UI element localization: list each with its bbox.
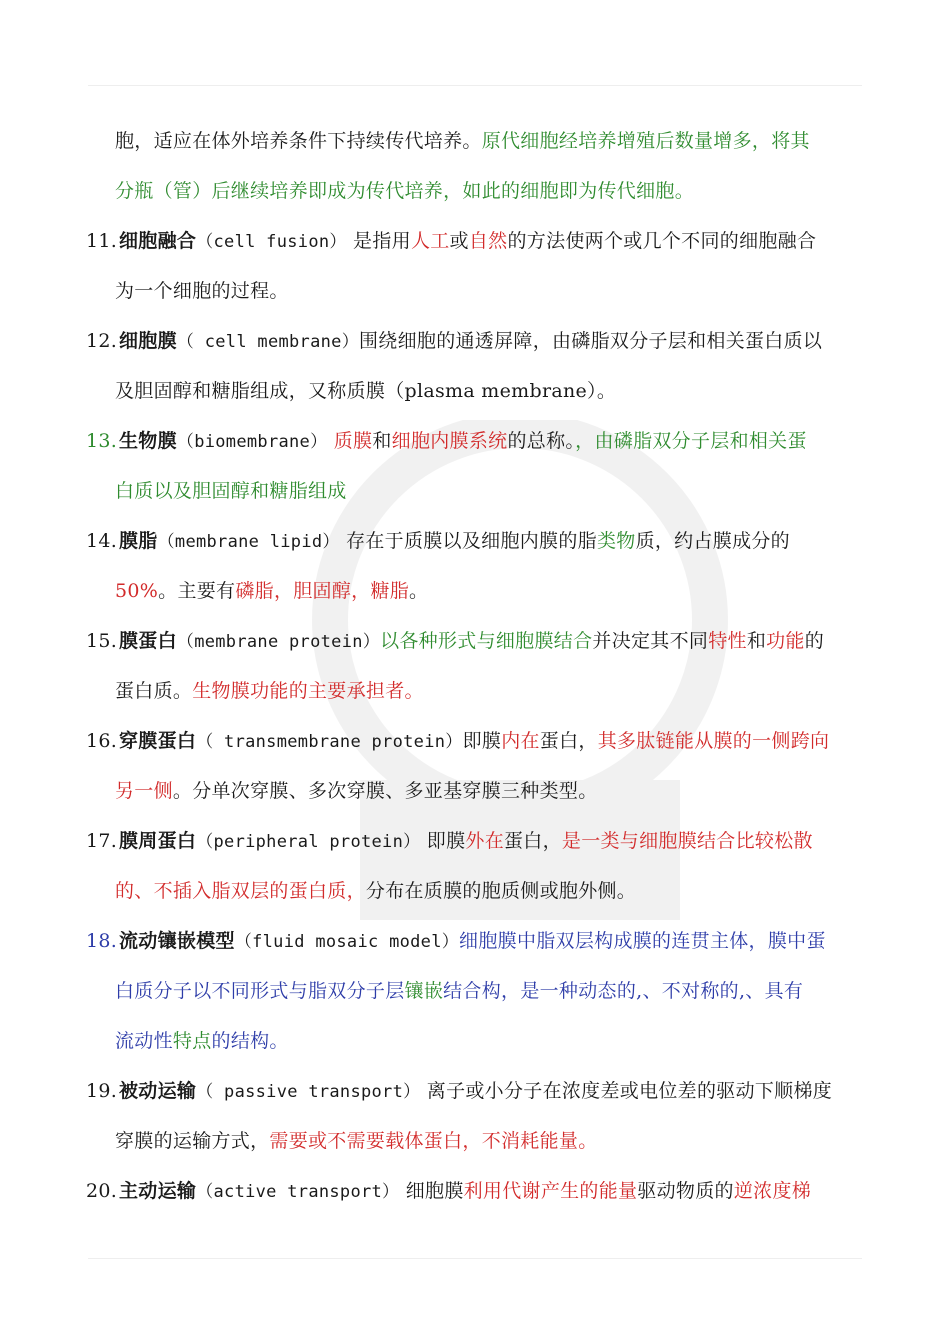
text-segment: 及胆固醇和糖脂组成，又称质膜（plasma membrane）。 <box>115 380 617 402</box>
text-segment: 存在于质膜以及细胞内膜的脂 <box>339 530 597 552</box>
entry-line <box>86 1166 866 1216</box>
text-segment: 其多肽链能从膜的一侧跨向 <box>597 730 830 752</box>
text-segment: 以各种形式与细胞膜结合 <box>380 630 593 652</box>
entry-english-term: （cell fusion） <box>196 232 347 252</box>
text-segment: 是一类与细胞膜结合比较松散 <box>561 830 813 852</box>
text-segment: 细胞膜 <box>399 1180 464 1202</box>
header-divider <box>88 85 862 86</box>
text-segment: 质膜 <box>333 430 373 452</box>
entry-continuation-line <box>86 1116 866 1166</box>
entry-number: 13. <box>86 430 118 452</box>
text-segment: 的结构。 <box>211 1030 289 1052</box>
entry-line <box>86 916 866 966</box>
entry-english-term: （membrane lipid） <box>157 532 340 552</box>
entry-term: 流动镶嵌模型 <box>119 930 235 952</box>
text-segment: 胞，适应在体外培养条件下持续传代培养。 <box>115 130 482 152</box>
entry-english-term: （ transmembrane protein） <box>196 732 463 752</box>
text-segment: 功能 <box>766 630 805 652</box>
entry-line <box>86 216 866 266</box>
entry-line <box>86 816 866 866</box>
entry-number: 11. <box>86 230 118 252</box>
text-segment: 特性 <box>708 630 747 652</box>
text-segment: 流动性 <box>115 1030 173 1052</box>
text-segment: 50% <box>115 580 159 602</box>
entry-continuation-line <box>86 116 866 166</box>
entry-number: 16. <box>86 730 118 752</box>
entry-line <box>86 516 866 566</box>
entry-number: 15. <box>86 630 118 652</box>
text-segment: 蛋白， <box>539 730 598 752</box>
text-segment: 为一个细胞的过程。 <box>115 280 289 302</box>
text-segment: 分瓶（管）后继续培养即成为传代培养，如此的细胞即为传代细胞。 <box>115 180 695 202</box>
entry-continuation-line <box>86 366 866 416</box>
text-segment: 是指用 <box>346 230 411 252</box>
entry-number: 14. <box>86 530 118 552</box>
text-segment: 生物膜功能的主要承担者。 <box>192 680 424 702</box>
entry-number: 12. <box>86 330 118 352</box>
entry-english-term: （ passive transport） <box>196 1082 421 1102</box>
text-segment: 人工 <box>410 230 450 252</box>
text-segment: 磷脂，胆固醇，糖脂 <box>235 580 410 602</box>
text-segment: 围绕细胞的通透屏障，由磷脂双分子层和相关蛋白质以 <box>359 330 823 352</box>
entry-continuation-line <box>86 266 866 316</box>
entry-line <box>86 1066 866 1116</box>
text-segment: 质，约占膜成分的 <box>635 530 790 552</box>
text-segment: 并决定其不同 <box>592 630 709 652</box>
entry-term: 被动运输 <box>119 1080 197 1102</box>
entry-continuation-line <box>86 766 866 816</box>
text-segment: 。 <box>409 580 429 602</box>
entry-english-term: （active transport） <box>196 1182 400 1202</box>
text-segment: 利用代谢产生的能量 <box>463 1180 638 1202</box>
entry-term: 穿膜蛋白 <box>119 730 197 752</box>
entry-english-term: （fluid mosaic model） <box>234 932 460 952</box>
entry-number: 20. <box>86 1180 118 1202</box>
text-segment: 外在 <box>465 830 504 852</box>
entry-continuation-line <box>86 466 866 516</box>
entry-line <box>86 316 866 366</box>
entry-term: 细胞膜 <box>119 330 177 352</box>
text-segment: 类物 <box>596 530 636 552</box>
entry-line <box>86 716 866 766</box>
text-segment: ，由磷脂双分子层和相关蛋 <box>575 430 807 452</box>
text-segment: 和 <box>746 630 767 652</box>
entry-english-term: （ cell membrane） <box>176 332 359 352</box>
entry-number: 19. <box>86 1080 118 1102</box>
text-segment: 镶嵌 <box>404 980 444 1002</box>
text-segment: 原代细胞经培养增殖后数量增多，将其 <box>481 130 810 152</box>
text-segment: 白质以及胆固醇和糖脂组成 <box>115 480 347 502</box>
text-segment: 即膜 <box>420 830 466 852</box>
text-segment: 细胞内膜系统 <box>391 430 508 452</box>
entry-line <box>86 616 866 666</box>
text-segment: 的 <box>804 630 825 652</box>
entry-term: 膜脂 <box>119 530 158 552</box>
text-segment: 和 <box>372 430 392 452</box>
entry-number: 18. <box>86 930 118 952</box>
entry-continuation-line <box>86 966 866 1016</box>
entry-continuation-line <box>86 666 866 716</box>
text-segment: 离子或小分子在浓度差或电位差的驱动下顺梯度 <box>420 1080 833 1102</box>
text-segment: 需要或不需要载体蛋白，不消耗能量。 <box>269 1130 598 1152</box>
entry-continuation-line <box>86 866 866 916</box>
text-segment: 特点 <box>172 1030 212 1052</box>
entry-term: 主动运输 <box>119 1180 197 1202</box>
text-segment: 内在 <box>501 730 540 752</box>
entry-english-term: （biomembrane） <box>176 432 328 452</box>
text-segment: 的总称。 <box>507 430 576 452</box>
entry-term: 膜周蛋白 <box>119 830 197 852</box>
entry-continuation-line <box>86 1016 866 1066</box>
entry-line <box>86 416 866 466</box>
text-segment: 穿膜的运输方式， <box>115 1130 270 1152</box>
entry-continuation-line <box>86 566 866 616</box>
glossary-body <box>86 116 866 1216</box>
text-segment: 细胞膜中脂双层构成膜的连贯主体，膜中蛋 <box>459 930 826 952</box>
text-segment: 即膜 <box>462 730 502 752</box>
text-segment: 。分单次穿膜、多次穿膜、多亚基穿膜三种类型。 <box>172 780 598 802</box>
entry-number: 17. <box>86 830 118 852</box>
text-segment: 结合构，是一种动态的,、不对称的,、具有 <box>443 980 804 1002</box>
text-segment: 。主要有 <box>158 580 236 602</box>
text-segment: 白质分子以不同形式与脂双分子层 <box>115 980 405 1002</box>
entry-term: 膜蛋白 <box>119 630 177 652</box>
text-segment: 蛋白， <box>504 830 562 852</box>
text-segment: 的、不插入脂双层的蛋白质， <box>115 880 366 902</box>
footer-divider <box>88 1258 862 1259</box>
entry-term: 细胞融合 <box>119 230 197 252</box>
text-segment: 的方法使两个或几个不同的细胞融合 <box>507 230 817 252</box>
text-segment: 蛋白质。 <box>115 680 193 702</box>
entry-english-term: （membrane protein） <box>176 632 381 652</box>
entry-continuation-line <box>86 166 866 216</box>
entry-english-term: （peripheral protein） <box>196 832 421 852</box>
text-segment: 另一侧 <box>115 780 173 802</box>
entry-term: 生物膜 <box>119 430 177 452</box>
text-segment: 驱动物质的 <box>637 1180 734 1202</box>
text-segment: 或 <box>449 230 469 252</box>
text-segment: 分布在质膜的胞质侧或胞外侧。 <box>365 880 637 902</box>
text-segment: 逆浓度梯 <box>733 1180 812 1202</box>
text-segment: 自然 <box>468 230 508 252</box>
